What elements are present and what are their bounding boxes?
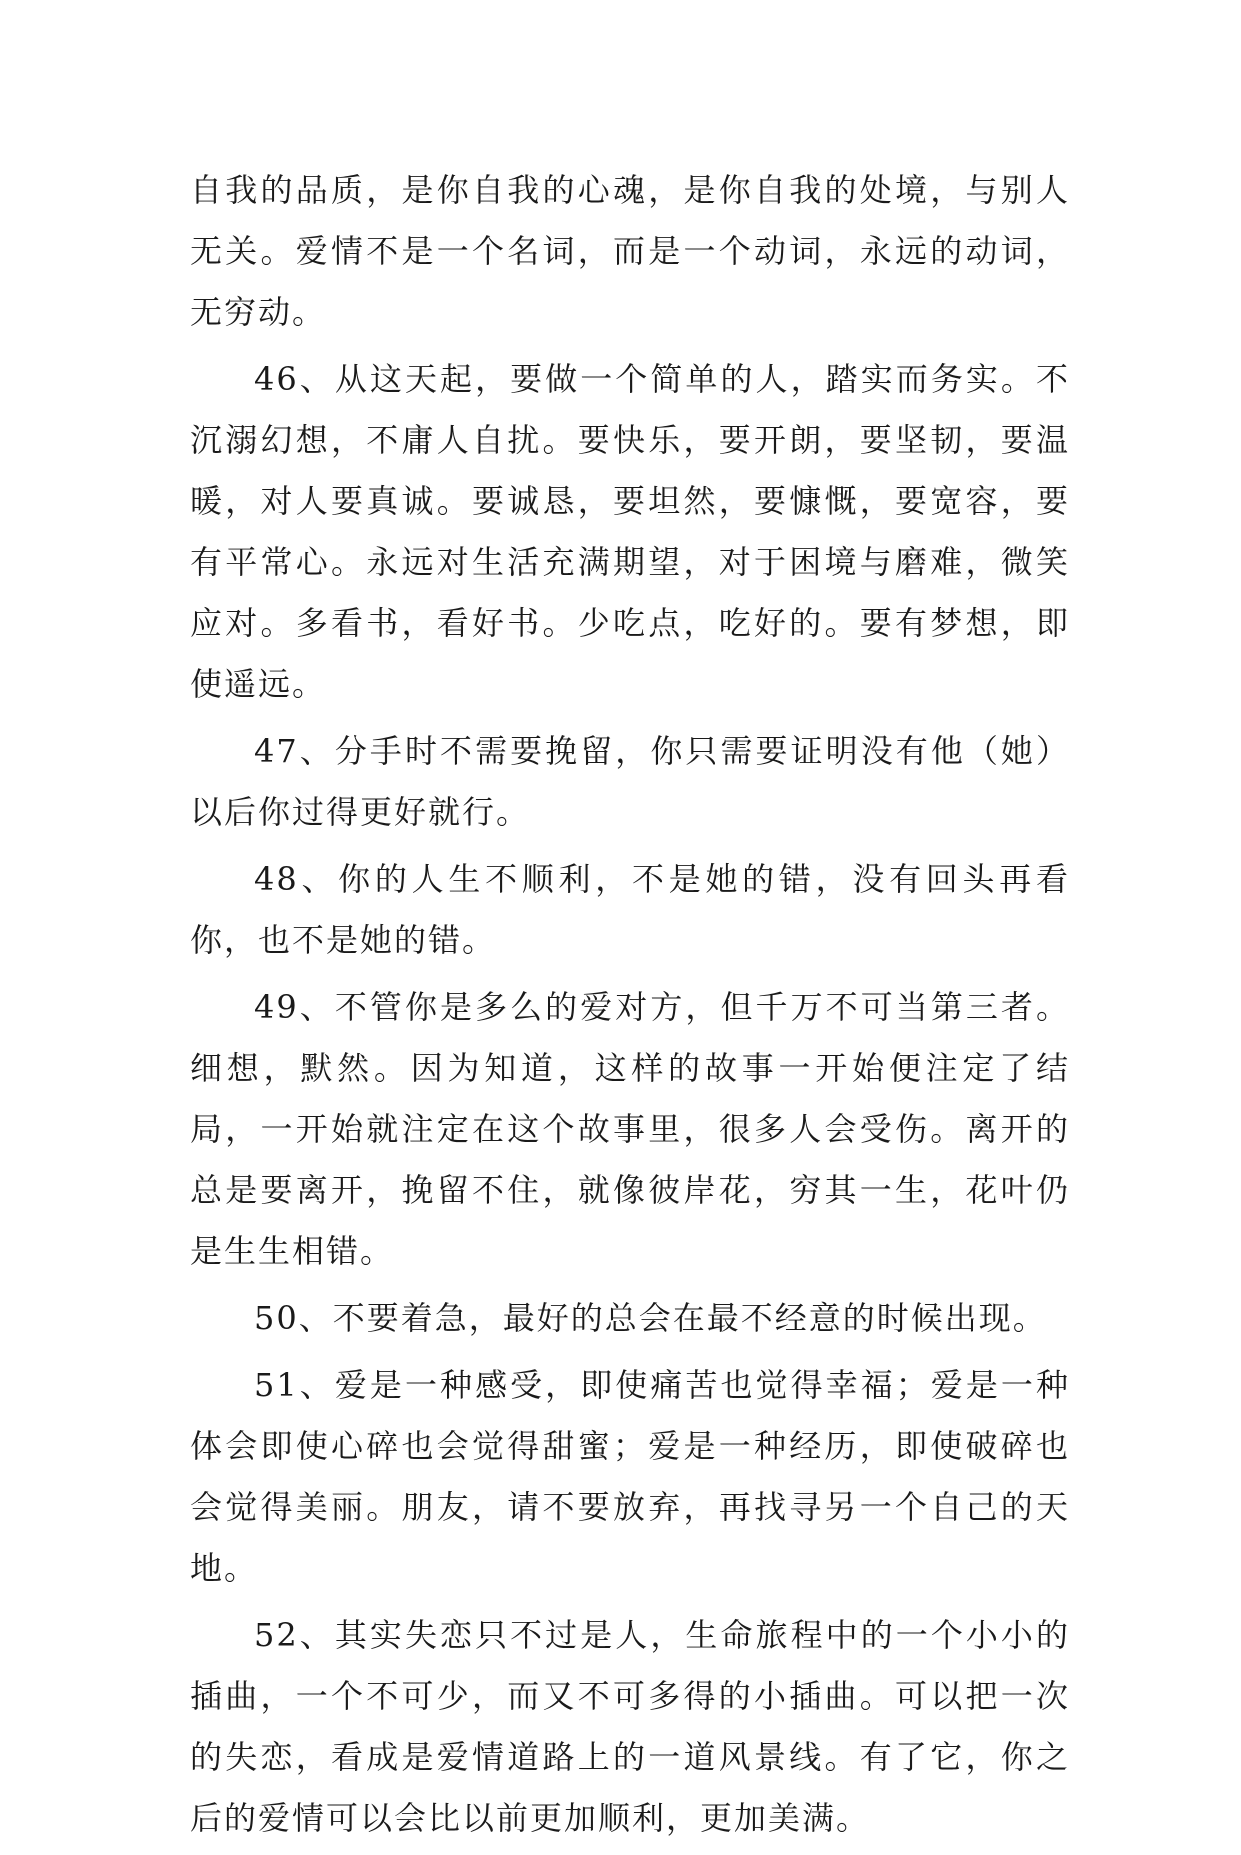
- paragraph-50: 50、不要着急，最好的总会在最不经意的时候出现。: [254, 1299, 1047, 1337]
- document-body: [190, 160, 1070, 1855]
- paragraph-46: 46、从这天起，要做一个简单的人，踏实而务实。不沉溺幻想，不庸人自扰。要快乐，要开朗，要坚韧，要温暖，对人要真诚。要诚恳，要坦然，要慷慨，要宽容，要有平常心。永远对生活充满期望，对于困境与磨难，微笑应对。多看书，看好书。少吃点，吃好的。要有梦想，即使遥远。: [190, 360, 1070, 703]
- paragraph-47: 47、分手时不需要挽留，你只需要证明没有他（她）以后你过得更好就行。: [190, 732, 1070, 831]
- paragraph-continuation: 自我的品质，是你自我的心魂，是你自我的处境，与别人无关。爱情不是一个名词，而是一个动词，永远的动词，无穷动。: [190, 171, 1070, 331]
- paragraph-51: 51、爱是一种感受，即使痛苦也觉得幸福；爱是一种体会即使心碎也会觉得甜蜜；爱是一种经历，即使破碎也会觉得美丽。朋友，请不要放弃，再找寻另一个自己的天地。: [190, 1366, 1070, 1587]
- paragraph-49: 49、不管你是多么的爱对方，但千万不可当第三者。细想，默然。因为知道，这样的故事一开始便注定了结局，一开始就注定在这个故事里，很多人会受伤。离开的总是要离开，挽留不住，就像彼岸花，穷其一生，花叶仍是生生相错。: [190, 988, 1070, 1270]
- paragraph-48: 48、你的人生不顺利，不是她的错，没有回头再看你，也不是她的错。: [190, 860, 1070, 959]
- paragraph-52: 52、其实失恋只不过是人，生命旅程中的一个小小的插曲，一个不可少，而又不可多得的小插曲。可以把一次的失恋，看成是爱情道路上的一道风景线。有了它，你之后的爱情可以会比以前更加顺利，更加美满。: [190, 1616, 1070, 1837]
